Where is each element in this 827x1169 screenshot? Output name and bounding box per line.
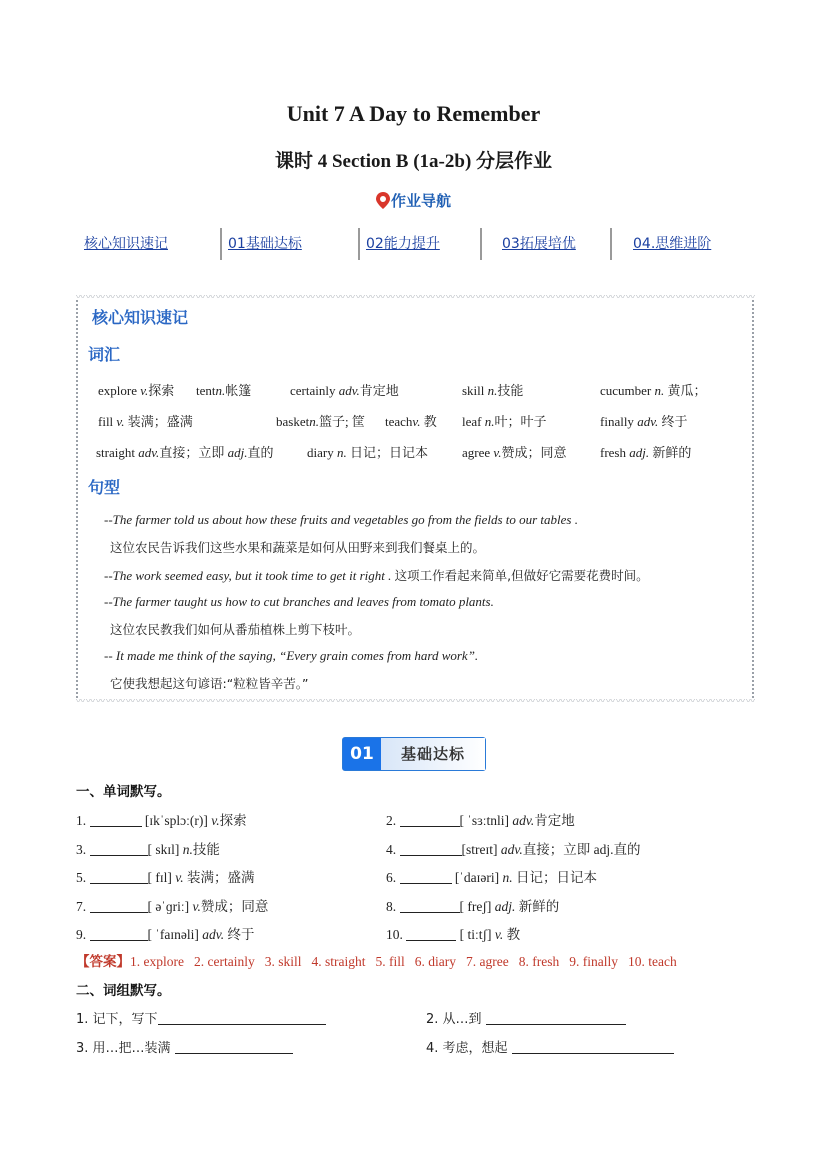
vocab-item: basketn.篮子; 筐 (276, 414, 365, 429)
answer-blank[interactable] (400, 841, 462, 856)
vocab-item: certainly adv.肯定地 (290, 383, 399, 398)
vocab-item: cucumber n. 黄瓜； (600, 383, 707, 398)
sentence-en: --The farmer told us about how these fruits and vegetables go from the fields to our tables . (104, 512, 578, 527)
answer-blank[interactable] (406, 926, 456, 941)
location-pin-icon (376, 192, 390, 213)
answer-blank[interactable] (400, 898, 460, 913)
dictation-item: 7. [ əˈɡriː] v.赞成；同意 (76, 899, 269, 914)
vocab-item: leaf n.叶；叶子 (462, 414, 547, 429)
homework-nav (72, 228, 752, 260)
nav-divider (480, 228, 482, 260)
nav-divider (220, 228, 222, 260)
answer-blank[interactable] (175, 1039, 293, 1054)
vocab-item: diary n. 日记；日记本 (307, 445, 428, 460)
vocab-item: fill v. 装满；盛满 (98, 414, 193, 429)
dictation-item: 10. [ tiːtʃ] v. 教 (386, 927, 521, 942)
section-number: 01 (343, 738, 381, 770)
dictation-item: 3. [ skɪl] n.技能 (76, 842, 220, 857)
vocab-item: fresh adj. 新鲜的 (600, 445, 692, 460)
answer-blank[interactable] (400, 869, 452, 884)
nav-title-text: 作业导航 (390, 192, 451, 210)
nav-link-basic[interactable]: 01基础达标 (228, 236, 302, 252)
section-badge-basic (342, 737, 486, 771)
vocab-item: teachv. 教 (385, 414, 437, 429)
phrase-item: 1. 记下，写下 (76, 1008, 326, 1027)
answer-blank[interactable] (158, 1010, 326, 1025)
sentence-zh: 这位农民告诉我们这些水果和蔬菜是如何从田野来到我们餐桌上的。 (110, 540, 486, 555)
vocab-item: skill n.技能 (462, 383, 524, 398)
sentence-en: -- It made me think of the saying, “Every grain comes from hard work”. (104, 648, 479, 663)
vocab-item: straight adv.直接；立即 adj.直的 (96, 445, 274, 460)
box-border-right (752, 300, 756, 698)
nav-link-extend[interactable]: 03拓展培优 (502, 236, 576, 252)
sentence-zh: 它使我想起这句谚语:“粒粒皆辛苦。” (110, 676, 309, 691)
knowledge-heading: 核心知识速记 (92, 308, 189, 327)
phrase-item: 3. 用…把…装满 (76, 1037, 293, 1056)
phrase-item: 4. 考虑，想起 (426, 1037, 674, 1056)
sentence-en: --The farmer taught us how to cut branches and leaves from tomato plants. (104, 594, 494, 609)
answer-blank[interactable] (486, 1010, 626, 1025)
part2-heading: 二、词组默写。 (76, 983, 171, 999)
answer-blank[interactable] (90, 869, 148, 884)
answer-blank[interactable] (512, 1039, 674, 1054)
part1-heading: 一、单词默写。 (76, 784, 171, 800)
box-border-top: 〰〰〰〰〰〰〰〰〰〰〰〰〰〰〰〰〰〰〰〰〰〰〰〰〰〰〰〰〰〰〰〰〰〰〰〰〰〰〰〰〰〰〰〰〰〰〰〰〰〰〰〰〰〰〰〰〰〰〰〰〰〰〰〰〰〰〰〰 (76, 292, 756, 302)
vocab-item: explore v.探索 (98, 383, 175, 398)
vocab-heading: 词汇 (88, 345, 121, 364)
dictation-item: 4. [streɪt] adv.直接；立即 adj.直的 (386, 842, 641, 857)
nav-divider (610, 228, 612, 260)
nav-divider (358, 228, 360, 260)
homework-nav-title (0, 190, 827, 213)
answer-blank[interactable] (90, 926, 148, 941)
sentence-en: --The work seemed easy, but it took time to get it right . 这项工作看起来简单,但做好它需要花费时间。 (104, 568, 649, 583)
section-label: 基础达标 (381, 738, 485, 770)
dictation-item: 9. [ ˈfaɪnəli] adv. 终于 (76, 927, 255, 942)
vocab-item: finally adv. 终于 (600, 414, 688, 429)
dictation-item: 5. [ fɪl] v. 装满；盛满 (76, 870, 255, 885)
vocab-item: agree v.赞成；同意 (462, 445, 567, 460)
vocab-item: tentn.帐篷 (196, 383, 252, 398)
sentence-zh: 这位农民教我们如何从番茄植株上剪下枝叶。 (110, 622, 361, 637)
answer-blank[interactable] (90, 812, 142, 827)
page-subtitle: 课时 4 Section B (1a-2b) 分层作业 (274, 151, 553, 172)
sentence-heading: 句型 (88, 478, 121, 497)
answer-blank[interactable] (400, 812, 460, 827)
answer-blank[interactable] (90, 898, 148, 913)
knowledge-box (76, 292, 756, 706)
page-title: Unit 7 A Day to Remember (286, 101, 541, 126)
dictation-item: 8. [ freʃ] adj. 新鲜的 (386, 899, 560, 914)
dictation-item: 6. [ˈdaɪəri] n. 日记；日记本 (386, 870, 597, 885)
nav-link-thinking[interactable]: 04.思维进阶 (633, 236, 712, 252)
answer-key: 【答案】1. explore 2. certainly 3. skill 4. straight 5. fill 6. diary 7. agree 8. fresh 9. finally 10. teach (76, 954, 677, 970)
nav-link-ability[interactable]: 02能力提升 (366, 236, 440, 252)
nav-link-knowledge[interactable]: 核心知识速记 (84, 236, 168, 252)
dictation-item: 1. [ɪkˈsplɔː(r)] v.探索 (76, 813, 247, 828)
box-border-bottom: 〰〰〰〰〰〰〰〰〰〰〰〰〰〰〰〰〰〰〰〰〰〰〰〰〰〰〰〰〰〰〰〰〰〰〰〰〰〰〰〰〰〰〰〰〰〰〰〰〰〰〰〰〰〰〰〰〰〰〰〰〰〰〰〰〰〰〰〰 (76, 696, 756, 706)
dictation-item: 2. [ ˈsɜːtnli] adv.肯定地 (386, 813, 575, 828)
phrase-item: 2. 从…到 (426, 1008, 626, 1027)
answer-blank[interactable] (90, 841, 148, 856)
box-border-left (76, 300, 80, 698)
answer-label: 【答案】 (76, 954, 130, 970)
